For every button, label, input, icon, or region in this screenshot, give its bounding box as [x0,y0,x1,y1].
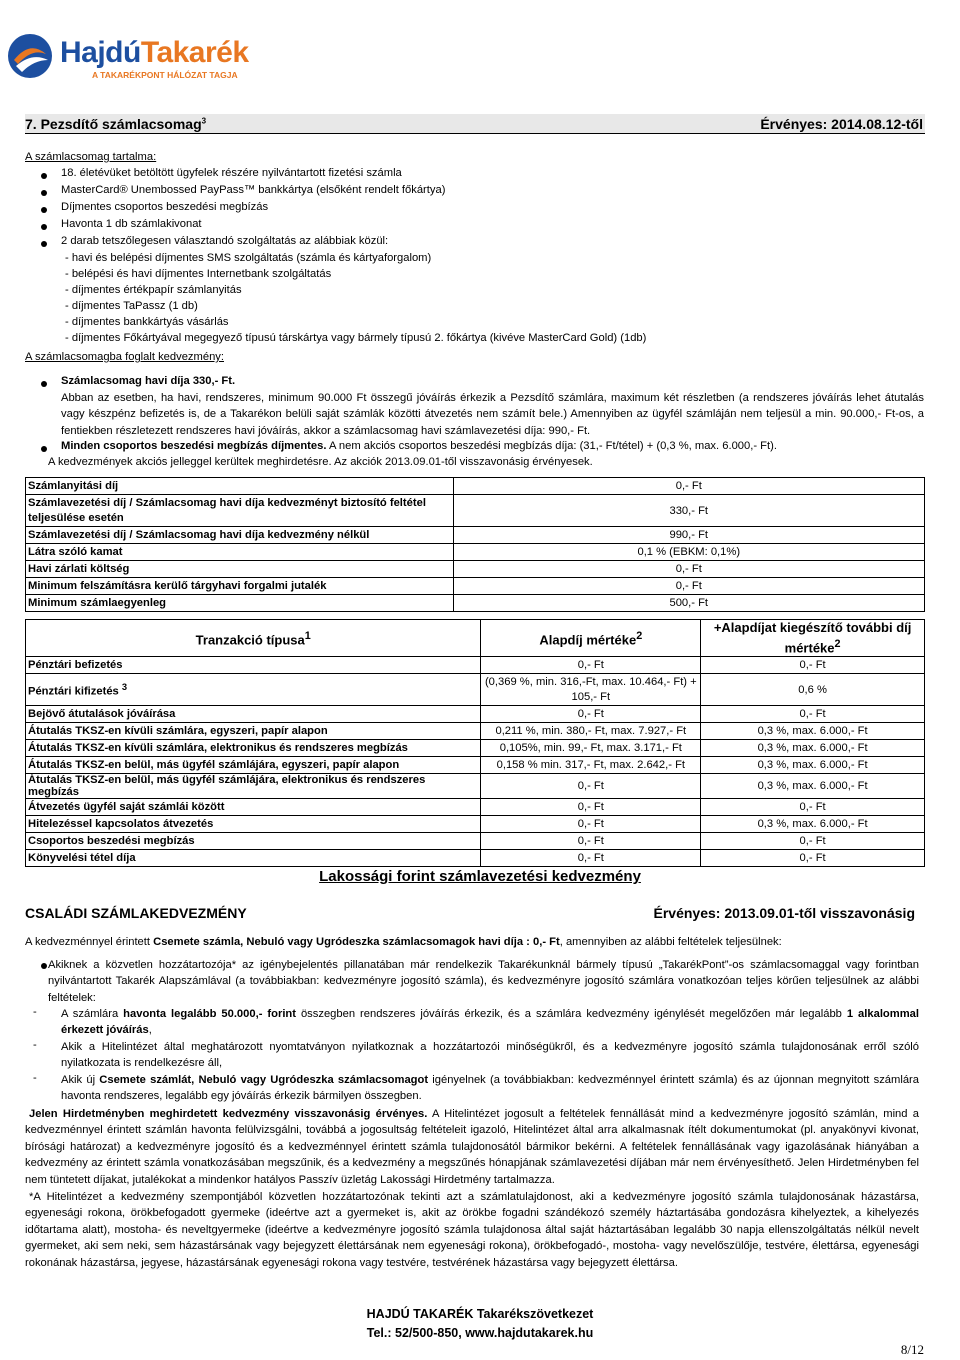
package-subitem: - belépési és havi díjmentes Internetbank szolgáltatás [65,268,332,280]
table-row [26,757,925,774]
table-row [26,850,925,867]
col-header-base: Alapdíj mértéke$^2$ [481,620,701,657]
tx-extra: 0,- Ft [701,833,925,850]
hajdu-takarek-logo [4,30,249,84]
tx-base: 0,211 %, min. 380,- Ft, max. 7.927,- Ft [481,723,701,740]
discount-label: A számlacsomagba foglalt kedvezmény: [25,351,224,363]
promo-note: A kedvezmények akciós jelleggel kerültek meghirdetésre. Az akciók 2013.09.01-től visszavonásig érvényesek. [48,456,593,468]
dash-marker: - [33,1072,37,1084]
logo-tagline: A TAKARÉKPONT HÁLÓZAT TAGJA [92,70,238,80]
tx-base: 0,- Ft [481,833,701,850]
bullet-icon [41,381,47,387]
lakossagi-title: Lakossági forint számlavezetési kedvezmény [319,868,641,885]
fee-value: 990,- Ft [453,527,924,544]
fee-value: 330,- Ft [453,495,924,527]
tx-label: Csoportos beszedési megbízás [26,833,481,850]
tx-base: 0,- Ft [481,657,701,674]
table-row [26,774,925,799]
table-row [26,578,925,595]
fee-label: Minimum felszámításra kerülő tárgyhavi forgalmi jutalék [26,578,454,595]
table-row [26,833,925,850]
family-condition-1: A számlára havonta legalább 50.000,- forint összegben rendszeres jóváírás érkezik, és a számlára kedvezmény igénylését megelőzően már legalább 1 alkalommal érkezett jóváírás, [61,1008,919,1037]
tx-extra: 0,3 %, max. 6.000,- Ft [701,816,925,833]
table-row [26,740,925,757]
tx-base: 0,- Ft [481,799,701,816]
hirdetmeny-paragraph: Jelen Hirdetményben meghirdetett kedvezmény visszavonásig érvényes. A Hitelintézet jogosult a feltételek fennállását mind a kedvezményre jogosító számlán, mind a kedvezménnyel érintett számlán havonta felülvizsgálni, továbbá a jogosultság feltételeit igazoló, Hitelintézet által arra alkalmasnak ítélt dokumentumokat (pl. anyakönyvi kivonat, bírósági határozat) a kedvezményre jogosító és a kedvezménnyel érintett számla tulajdonosától bármikor bekérni. A feltételek fennállásának vagy igazolásának hiányában a kedvezmény az érintett számla vonatkozásában megszűnik, és a kedvezmény a megszűnés hónapjának számlavezetési díjában már nem érvényesíthető. Jelen Hirdetményben fel nem tüntetett díjakat, jutalékokat a mindenkor hatályos Passzív üzletág Lakossági Hirdetmény tartalmazza. [25,1108,920,1186]
tx-extra: 0,3 %, max. 6.000,- Ft [701,774,925,799]
tx-extra: 0,- Ft [701,850,925,867]
table-row [26,527,925,544]
footer-company: HAJDÚ TAKARÉK Takarékszövetkezet [366,1307,594,1321]
transaction-fee-table [25,619,925,867]
fee-label: Havi zárlati költség [26,561,454,578]
tx-extra: 0,6 % [701,674,925,706]
package-subitem: - díjmentes értékpapír számlanyitás [65,284,242,296]
package-item: MasterCard® Unembossed PayPass™ bankkártya (elsőként rendelt főkártya) [61,184,446,196]
family-intro: A kedvezménnyel érintett Csemete számla, Nebuló vagy Ugródeszka számlacsomagok havi díja : 0,- Ft, amennyiben az alábbi feltételek teljesülnek: [25,936,782,948]
table-row [26,799,925,816]
package-item: 2 darab tetszőlegesen választandó szolgáltatás az alábbiak közül: [61,235,389,247]
package-subitem: - díjmentes Főkártyával megegyező típusú társkártya vagy bármely típusú 2. főkártya (kivéve MasterCard Gold) (1db) [65,332,647,344]
tx-base: 0,158 % min. 317,- Ft, max. 2.642,- Ft [481,757,701,774]
bullet-icon [41,207,47,213]
fee-label: Számlanyitási díj [26,478,454,495]
tx-extra: 0,3 %, max. 6.000,- Ft [701,757,925,774]
tx-label: Pénztári befizetés [26,657,481,674]
bullet-icon [41,173,47,179]
section-header [25,114,925,134]
tx-extra: 0,3 %, max. 6.000,- Ft [701,740,925,757]
tx-extra: 0,- Ft [701,799,925,816]
tx-base: 0,- Ft [481,850,701,867]
table-row [26,561,925,578]
col-header-extra: +Alapdíjat kiegészítő további díj mértéke$^2$ [701,620,925,657]
bullet-icon [41,190,47,196]
fee-value: 0,- Ft [453,561,924,578]
bullet-icon [41,446,47,452]
dash-marker: - [33,1006,37,1018]
tx-label: Átutalás TKSZ-en belül, más ügyfél számlájára, elektronikus és rendszeres megbízás [26,774,481,799]
package-item: 18. életévüket betöltött ügyfelek részére nyilvántartott fizetési számla [61,167,402,179]
table-row [26,657,925,674]
dash-marker: - [33,1039,37,1051]
table-row [26,495,925,527]
tx-label: Átutalás TKSZ-en kívüli számlára, elektronikus és rendszeres megbízás [26,740,481,757]
col-header-type: Tranzakció típusa$^1$ [26,620,481,657]
section-valid-date: Érvényes: 2014.08.12-től [760,116,923,132]
fee-label: Minimum számlaegyenleg [26,595,454,612]
table-row [26,478,925,495]
fee-label: Számlavezetési díj / Számlacsomag havi díja kedvezmény nélkül [26,527,454,544]
collection-line: Minden csoportos beszedési megbízás díjmentes. A nem akciós csoportos beszedési megbízás díja: (31,- Ft/tétel) + (0,3 %, max. 6.000,- Ft). [61,440,777,452]
page-number: 8/12 [900,1342,924,1357]
tx-base: 0,- Ft [481,706,701,723]
tx-label: Átutalás TKSZ-en kívüli számlára, egyszeri, papír alapon [26,723,481,740]
bullet-icon [41,963,47,969]
package-subitem: - havi és belépési díjmentes SMS szolgáltatás (számla és kártyaforgalom) [65,252,432,264]
fee-value: 0,- Ft [453,478,924,495]
section-title: 7. Pezsdítő számlacsomag$^3$ [25,116,207,132]
relative-definition-paragraph: *A Hitelintézet a kedvezmény szempontjából közvetlen hozzátartozónak tekinti azt a számlatulajdonost, aki a kedvezményre jogosító számla tulajdonosának házastársa, egyenesági rokona, örökbefogadott gyermeke (ideértve azt a gyermeket is, akit az örökbe fogadni szándékozó személy háztartásába gondozásra kihelyeztek, a kihelyezés időtartama alatt), mostoha- és neveltgyermeke (ideértve a kedvezményre jogosító számla tulajdonosa által saját háztartásában legalább 30 napja ellenszolgáltatás nélkül nevelt gyermeket, aki sem neki, sem házastársának vagy bejegyzett élettársának nem egyenesági rokona), örökbefogadó-, mostoha- vagy nevelőszülője, testvére, élettársa, egyenesági rokonának házastársa, jegyese, házastársának egyenesági rokona vagy testvére, testvérének házastársa vagy bejegyzett élettársa. [25,1191,919,1269]
footer-contact: Tel.: 52/500-850, www.hajdutakarek.hu [366,1326,594,1340]
logo-wordmark: HajdúTakarék [60,36,249,69]
package-fee-line: Számlacsomag havi díja 330,- Ft. [61,375,236,387]
tx-extra: 0,3 %, max. 6.000,- Ft [701,723,925,740]
tx-label: Átvezetés ügyfél saját számlái között [26,799,481,816]
fee-value: 500,- Ft [453,595,924,612]
tx-extra: 0,- Ft [701,706,925,723]
family-discount-valid: Érvényes: 2013.09.01-től visszavonásig [653,905,915,921]
tx-label: Átutalás TKSZ-en belül, más ügyfél számlájára, egyszeri, papír alapon [26,757,481,774]
fee-label: Számlavezetési díj / Számlacsomag havi díja kedvezményt biztosító feltétel teljesülése esetén [26,495,454,527]
fee-value: 0,- Ft [453,578,924,595]
bullet-icon [41,224,47,230]
tx-label: Könyvelési tétel díja [26,850,481,867]
package-subitem: - díjmentes bankkártyás vásárlás [65,316,229,328]
logo-mark-icon [6,32,54,80]
table-row [26,595,925,612]
fee-label: Látra szóló kamat [26,544,454,561]
fee-value: 0,1 % (EBKM: 0,1%) [453,544,924,561]
package-item: Havonta 1 db számlakivonat [61,218,202,230]
table-row [26,816,925,833]
tx-label: Pénztári kifizetés $^3$ [26,674,481,706]
table-row [26,723,925,740]
package-condition-paragraph: Abban az esetben, ha havi, rendszeres, minimum 90.000 Ft összegű jóváírás érkezik a Pezsdítő számlára, maximum két részletben (a rendszeres jóváírás lehet átutalás vagy készpénz befizetés is, de a Takarékon belüli saját számlák közötti átvezetés nem számít bele.) Amennyiben az ügyfél számláján nem teljesül a min. 90.000,- Ft-os, a fentiekben részletezett rendszeres havi jóváírás, akkor a számlacsomag havi számlavezetési díja: 990,- Ft. [61,392,924,437]
table-row [26,674,925,706]
tx-extra: 0,- Ft [701,657,925,674]
tx-base: (0,369 %, min. 316,-Ft, max. 10.464,- Ft) + 105,- Ft [481,674,701,706]
tx-base: 0,- Ft [481,774,701,799]
package-item: Díjmentes csoportos beszedési megbízás [61,201,269,213]
family-discount-title: CSALÁDI SZÁMLAKEDVEZMÉNY [25,905,247,921]
fee-table [25,477,925,612]
tx-label: Hitelezéssel kapcsolatos átvezetés [26,816,481,833]
family-condition-3: Akik új Csemete számlát, Nebuló vagy Ugródeszka számlacsomagot igényelnek (a továbbiakban: kedvezménnyel érintett számla) és az újonnan megnyitott számlára havonta rendszeres, legalább egy jóváírás érkezik bármilyen összegben. [61,1074,920,1103]
package-subitem: - díjmentes TaPassz (1 db) [65,300,198,312]
bullet-icon [41,241,47,247]
family-bullet: Akiknek a közvetlen hozzátartozója* az igénybejelentés pillanatában már rendelkezik Takarékunknál bármely típusú „TakarékPont”-os számlacsomaggal vagy forintban nyilvántartott Takarék Alapszámlával (a továbbiakban: kedvezményre jogosító számla), és kedvezményre jogosító számlára vonatkozóan teljes körűen teljesülnek az alábbi feltételek: [48,959,919,1004]
table-row [26,706,925,723]
tx-base: 0,- Ft [481,816,701,833]
package-contents-label: A számlacsomag tartalma: [25,151,157,163]
table-header-row [26,620,925,657]
tx-base: 0,105%, min. 99,- Ft, max. 3.171,- Ft [481,740,701,757]
family-condition-2: Akik a Hitelintézet által meghatározott nyomtatványon nyilatkoznak a hozzátartozói minőségükről, és a kedvezményre jogosító számla tulajdonosának erről szóló nyilatkozata is rendelkezésre áll, [61,1041,919,1070]
tx-label: Bejövő átutalások jóváírása [26,706,481,723]
table-row [26,544,925,561]
